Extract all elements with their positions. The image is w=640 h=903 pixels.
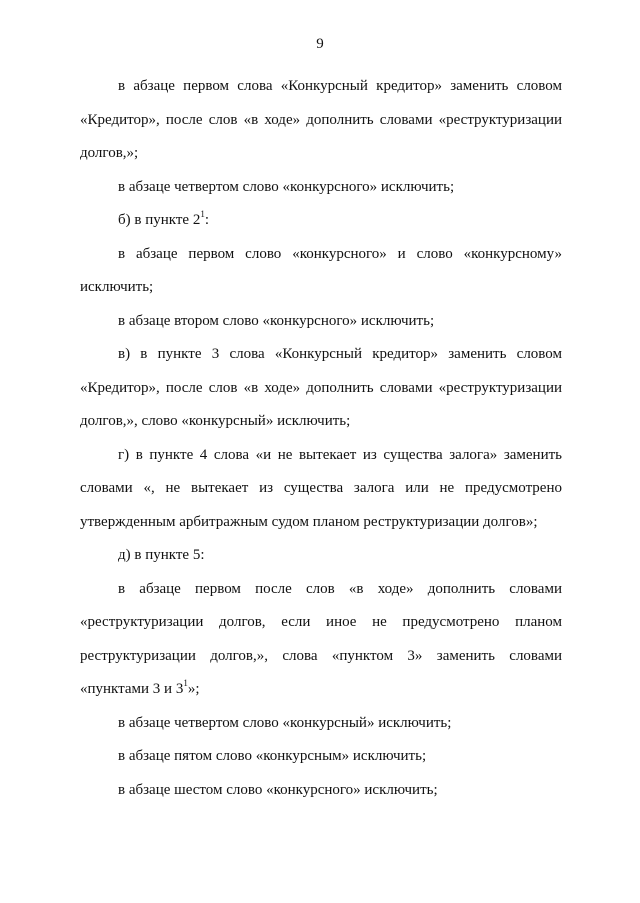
paragraph-text-end: »;	[187, 681, 200, 697]
paragraph-item-b-first: в абзаце первом слово «конкурсного» и слово «конкурсному» исключить;	[80, 245, 562, 295]
superscript: 1	[200, 209, 205, 219]
paragraph-item-d-heading: д) в пункте 5:	[118, 547, 205, 563]
paragraph-item-b-second: в абзаце втором слово «конкурсного» исключить;	[118, 312, 435, 329]
superscript: 1	[183, 678, 188, 688]
paragraph-amend-first-subparagraph: в абзаце первом слова «Конкурсный кредитор» заменить словом «Кредитор», после слов «в ходе» дополнить словами «реструктуризации долгов,»;	[80, 78, 562, 161]
document-body	[80, 70, 562, 807]
paragraph-text: в абзаце первом после слов «в ходе» дополнить словами «реструктуризации долгов, если иное не предусмотрено планом реструктуризации долгов,», слова «пунктом 3» заменить словами «пунктами 3 и 3	[80, 580, 562, 697]
paragraph-text: б) в пункте 2	[118, 212, 201, 228]
page-number: 9	[316, 36, 324, 52]
paragraph-text-end: :	[204, 212, 209, 228]
paragraph-item-b-heading	[80, 204, 562, 238]
paragraph-item-d-sixth: в абзаце шестом слово «конкурсного» исключить;	[118, 781, 438, 798]
paragraph-item-d-fifth: в абзаце пятом слово «конкурсным» исключить;	[118, 748, 427, 764]
paragraph-item-d-first	[80, 573, 562, 707]
paragraph-item-v: в) в пункте 3 слова «Конкурсный кредитор» заменить словом «Кредитор», после слов «в ходе» дополнить словами «реструктуризации долгов,», слово «конкурсный» исключить;	[80, 346, 562, 429]
paragraph-item-d-fourth: в абзаце четвертом слово «конкурсный» исключить;	[118, 714, 452, 731]
paragraph-item-g: г) в пункте 4 слова «и не вытекает из существа залога» заменить словами «, не вытекает из существа залога или не предусмотрено утвержденным арбитражным судом планом реструктуризации долгов»;	[80, 446, 562, 530]
paragraph-amend-fourth-subparagraph: в абзаце четвертом слово «конкурсного» исключить;	[118, 178, 455, 195]
